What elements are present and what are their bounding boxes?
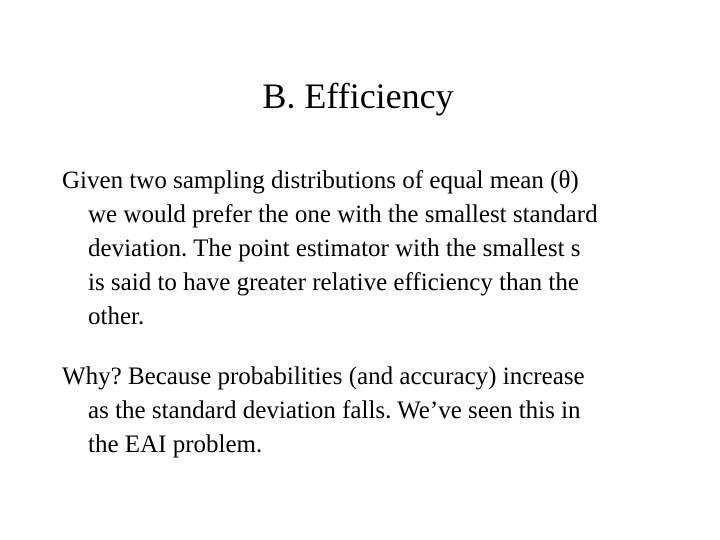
paragraph-why bbox=[62, 360, 672, 462]
paragraph-line: Given two sampling distributions of equal mean (θ) bbox=[62, 167, 579, 194]
slide-title: B. Efficiency bbox=[262, 76, 454, 116]
paragraph-line: we would prefer the one with the smallest standard bbox=[88, 201, 598, 228]
paragraph-line: is said to have greater relative efficiency than the bbox=[88, 269, 579, 296]
paragraph-line: deviation. The point estimator with the smallest s bbox=[88, 235, 581, 262]
slide-body bbox=[62, 164, 672, 488]
paragraph-line: the EAI problem. bbox=[88, 431, 263, 458]
paragraph-line: other. bbox=[88, 303, 145, 330]
paragraph-efficiency-definition bbox=[62, 164, 672, 334]
paragraph-line: Why? Because probabilities (and accuracy) increase bbox=[62, 363, 585, 390]
paragraph-line: as the standard deviation falls. We’ve seen this in bbox=[88, 397, 581, 424]
